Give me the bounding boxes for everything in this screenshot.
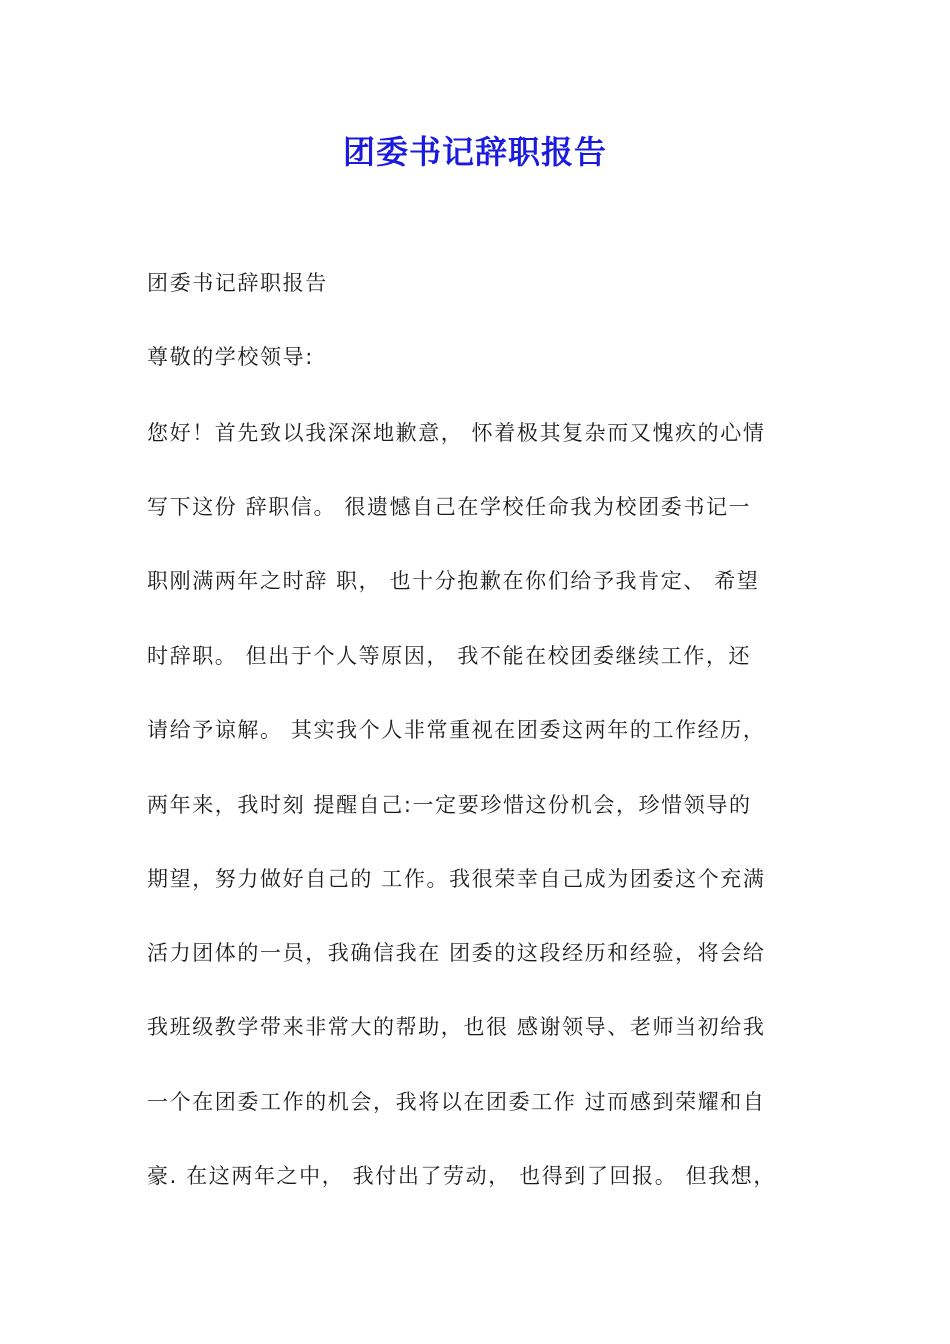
body-line: 活力团体的一员，我确信我在 团委的这段经历和经验，将会给 bbox=[147, 941, 766, 965]
body-line: 请给予谅解。 其实我个人非常重视在团委这两年的工作经历， bbox=[147, 718, 766, 742]
document-subtitle: 团委书记辞职报告 bbox=[147, 271, 328, 295]
body-line: 两年来，我时刻 提醒自己:一定要珍惜这份机会，珍惜领导的 bbox=[147, 793, 752, 817]
document-title: 团委书记辞职报告 bbox=[342, 133, 607, 171]
body-line: 您好！首先致以我深深地歉意， 怀着极其复杂而又愧疚的心情 bbox=[147, 421, 766, 445]
body-line: 写下这份 辞职信。 很遗憾自己在学校任命我为校团委书记一 bbox=[147, 495, 752, 519]
body-line: 豪. 在这两年之中， 我付出了劳动， 也得到了回报。 但我想， bbox=[147, 1164, 776, 1188]
body-line: 时辞职。 但出于个人等原因， 我不能在校团委继续工作，还 bbox=[147, 644, 752, 668]
body-line: 一个在团委工作的机会，我将以在团委工作 过而感到荣耀和自 bbox=[147, 1090, 766, 1114]
body-line: 职刚满两年之时辞 职， 也十分抱歉在你们给予我肯定、 希望 bbox=[147, 569, 760, 593]
body-line: 期望，努力做好自己的 工作。我很荣幸自己成为团委这个充满 bbox=[147, 867, 766, 891]
body-line: 我班级教学带来非常大的帮助，也很 感谢领导、老师当初给我 bbox=[147, 1015, 766, 1039]
salutation: 尊敬的学校领导: bbox=[147, 345, 314, 369]
